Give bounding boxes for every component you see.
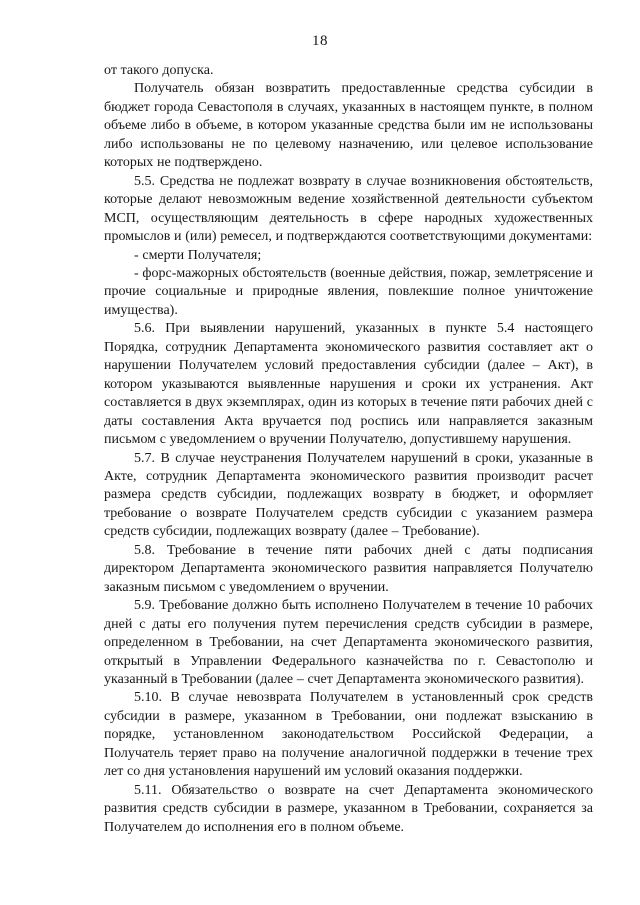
list-item-death: - смерти Получателя; bbox=[134, 247, 262, 263]
list-item-force-majeure: - форс-мажорных обстоятельств (военные действия, пожар, землетрясение и прочие социальные и природные явления, повлекшие полное уничтожение имущества). bbox=[104, 265, 593, 318]
paragraph-5-8: 5.8. Требование в течение пяти рабочих дней с даты подписания директором Департамента экономического развития направляется Получателю заказным письмом с уведомлением о вручении. bbox=[104, 542, 593, 595]
paragraph-continuation: от такого допуска. bbox=[104, 63, 214, 78]
paragraph-return-obligation: Получатель обязан возвратить предоставленные средства субсидии в бюджет города Севастополя в случаях, указанных в настоящем пункте, в полном объеме либо в объеме, в котором указанные средства были им не использованы либо использованы не по целевому назначению, или целевое использование которых не подтверждено. bbox=[104, 81, 593, 171]
paragraph-5-7: 5.7. В случае неустранения Получателем нарушений в сроки, указанные в Акте, сотрудник Департамента экономического развития производит расчет размера средств субсидии, подлежащих возврату в бюджет, и оформляет требование о возврате Получателем средств субсидии с указанием размера средств субсидии, подлежащих возврату (далее – Требование). bbox=[104, 450, 593, 540]
paragraph-5-5: 5.5. Средства не подлежат возврату в случае возникновения обстоятельств, которые делают невозможным ведение хозяйственной деятельности субъектом МСП, осуществляющим деятельность в сфере народных художественных промыслов и (или) ремесел, и подтверждаются соответствующими документами: bbox=[104, 173, 593, 245]
paragraph-5-11: 5.11. Обязательство о возврате на счет Департамента экономического развития средств субсидии в размере, указанном в Требовании, сохраняется за Получателем до исполнения его в полном объеме. bbox=[104, 782, 593, 835]
paragraph-5-6: 5.6. При выявлении нарушений, указанных в пункте 5.4 настоящего Порядка, сотрудник Департамента экономического развития составляет акт о нарушении Получателем условий предоставления субсидии (далее – Акт), в котором указываются выявленные нарушения и сроки их устранения. Акт составляется в двух экземплярах, один из которых в течение пяти рабочих дней с даты составления Акта вручается под роспись или направляется заказным письмом с уведомлением о вручении Получателю, допустившему нарушения. bbox=[104, 321, 593, 448]
paragraph-5-9: 5.9. Требование должно быть исполнено Получателем в течение 10 рабочих дней с даты его получения путем перечисления средств субсидии в размере, определенном в Требовании, на счет Департамента экономического развития, открытый в Управлении Федерального казначейства по г. Севастополю и указанный в Требовании (далее – счет Департамента экономического развития). bbox=[104, 598, 593, 687]
document-body bbox=[104, 62, 593, 837]
paragraph-5-10: 5.10. В случае невозврата Получателем в установленный срок средств субсидии в размере, указанном в Требовании, они подлежат взысканию в порядке, установленном законодательством Российской Федерации, а Получатель теряет право на получение аналогичной поддержки в течение трех лет со дня установления нарушений им условий оказания поддержки. bbox=[104, 690, 593, 780]
page-number: 18 bbox=[312, 33, 328, 49]
